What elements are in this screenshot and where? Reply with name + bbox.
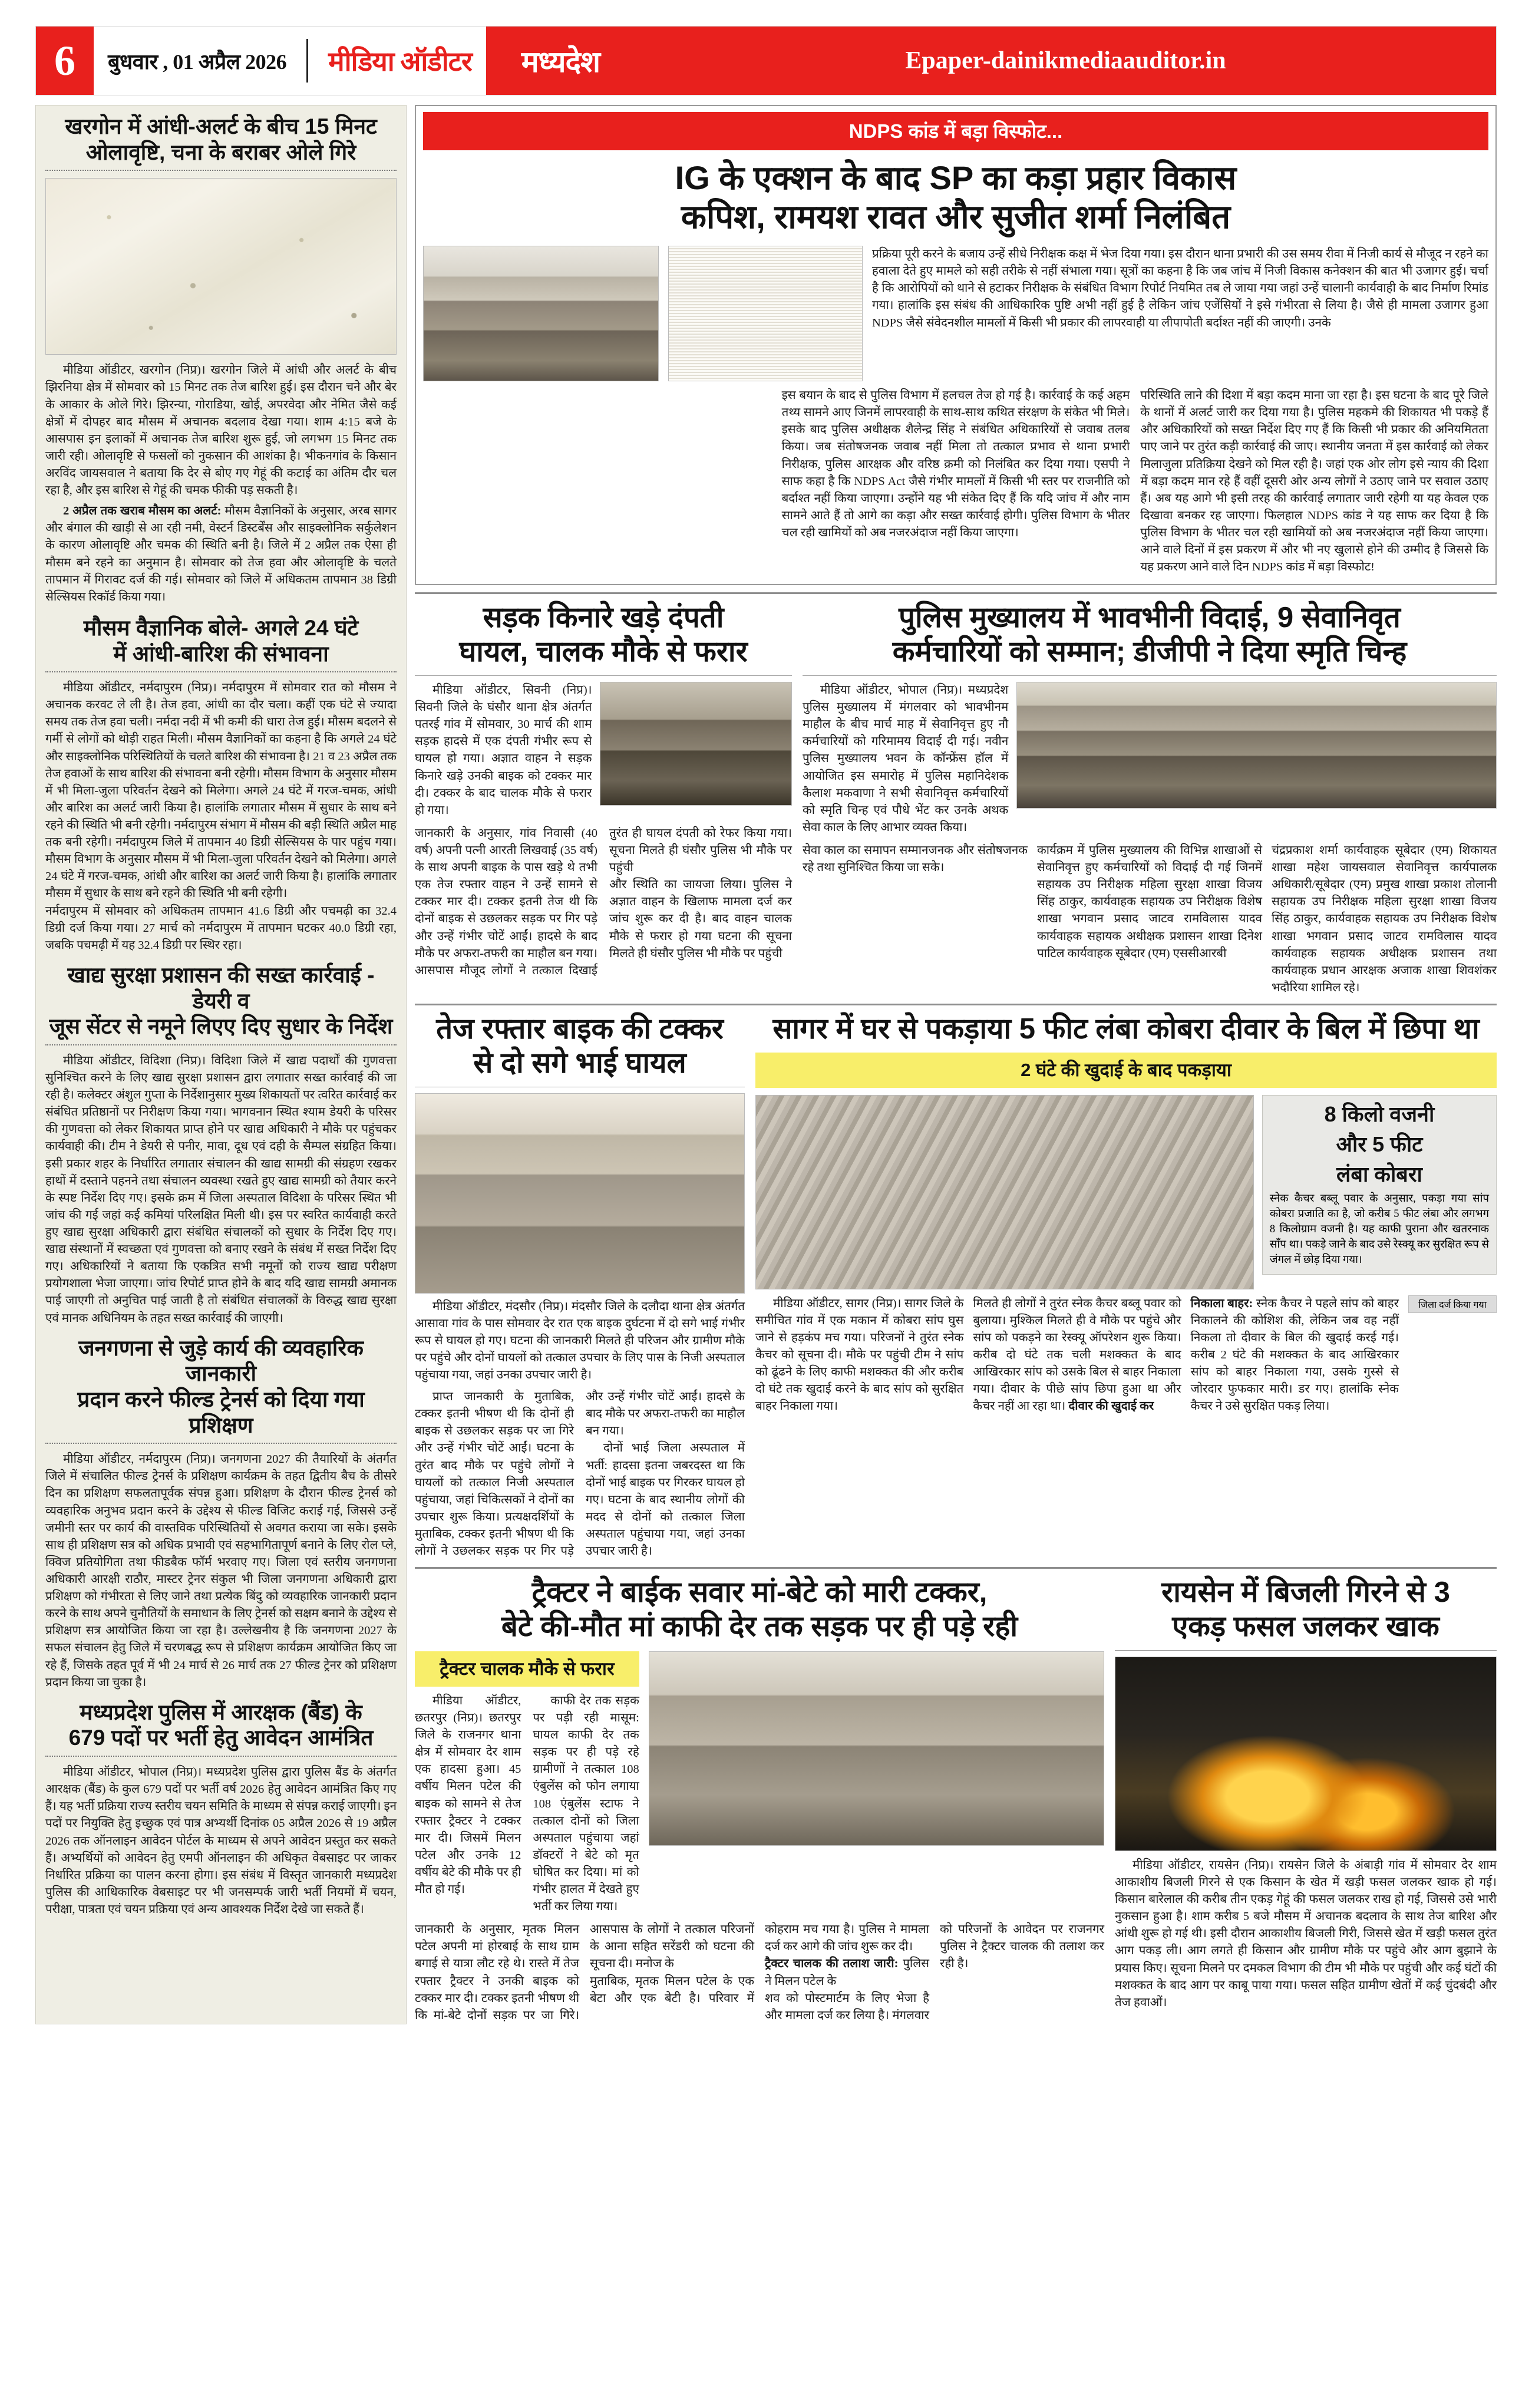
lead-story-col2: इस बयान के बाद से पुलिस विभाग में हलचल तेज हो गई है। कार्रवाई के कई अहम तथ्य सामने आए जिनमें लापरवाही के साथ-साथ कथित संरक्षण के संकेत भी मिले। इसके बाद पुलिस अधीक्षक शैलेन्द्र सिंह ने संबंधित अधिकारियों से जवाब तलब किया। जब संतोषजनक जवाब नहीं मिला तो तत्काल प्रभाव से थाना प्रभारी निरीक्षक, पुलिस आरक्षक और वरिष्ठ क्रमी को निलंबित कर दिया गया। एसपी ने साफ कहा है कि NDPS Act जैसे गंभीर मामलों में किसी भी स्तर पर राजनीति को बर्दाश्त नहीं किया जाएगा। उन्होंने यह भी संकेत दिए हैं कि यदि जांच में और नाम सामने आते हैं तो आगे का कड़ा और सख्त कार्रवाई होगी। पुलिस विभाग के भीतर चल रही खामियों को अब नजरअंदाज नहीं किया जाएगा। — [781, 389, 1130, 540]
left-story1-headline-line1: खरगोन में आंधी-अलर्ट के बीच 15 मिनट — [65, 114, 377, 138]
cobra-sidebar-headline-line2: और 5 फीट — [1336, 1132, 1423, 1156]
cobra-story-strap: 2 घंटे की खुदाई के बाद पकड़ाया — [755, 1053, 1497, 1088]
couple-story-col2: जानकारी के अनुसार, गांव निवासी (40 वर्ष) अपनी पत्नी आरती लिखवाई (35 वर्ष) के साथ अपनी बाइक के पास खड़े थे तभी एक तेज रफ्तार वाहन ने उन्हें सामने से टक्कर मार दी। टक्कर इतनी तेज थी कि दोनों बाइक से उछलकर सड़क पर गिर पड़े और उन्हें गंभीर चोटें आईं। हादसे के बाद मौके पर अफरा-तफरी का माहौल बन गया। आसपास मौजूद लोगों ने तत्काल दिखाई तुरंत ही घायल दंपती को रेफर किया गया। सूचना मिलते ही घंसौर पुलिस भी मौके पर पहुंची — [415, 826, 792, 977]
couple-story — [415, 601, 792, 997]
left-story1-para2-lead: 2 अप्रैल तक खराब मौसम का अलर्ट: — [63, 504, 222, 518]
couple-story-col3: और स्थिति का जायजा लिया। पुलिस ने अज्ञात वाहन के खिलाफ मामला दर्ज कर जांच शुरू कर दी है। बाद वाहन चालक मौके से फरार हो गया घटना की सूचना मिलते ही घंसौर पुलिस भी मौके पर पहुंची — [609, 878, 792, 960]
cobra-col3: स्नेक कैचर ने पहले सांप को बाहर निकालने की कोशिश की, लेकिन जब वह नहीं निकला तो दीवार के बिल की खुदाई करई गई। करीब 2 घंटे की मशक्कत के बाद आखिरकार सांप को बाहर निकाला गया, उसके गुस्से से जोरदार फुफकार मारी। डर गए। हालांकि स्नेक कैचर ने उसे सुरक्षित पकड़ लिया। — [1190, 1297, 1399, 1413]
divider — [415, 675, 792, 676]
police-hq-col2b: कार्यक्रम में पुलिस मुख्यालय की विभिन्न शाखाओं से सेवानिवृत्त हुए कर्मचारियों को विदाई दी गई जिनमें सहायक उप निरीक्षक महिला सुरक्षा शाखा विजय सिंह ठाकुर, कार्यवाहक सहायक उप निरीक्षक विशेष शाखा भगवान प्रसाद जाटव रामविलास यादव कार्यवाहक सहायक अधीक्षक प्रशासन शाखा दिनेश पाटिल कार्यवाहक सूबेदार (एम) एससीआरबी — [1037, 843, 1262, 960]
lead-story-col3: परिस्थिति लाने की दिशा में बड़ा कदम माना जा रहा है। इस घटना के बाद पूरे जिले के थानों में अलर्ट जारी कर दिया गया है। पुलिस महकमे की शिकायत भी पकड़े हैं और अधिकारियों को सख्त निर्देश दिए गए हैं कि किसी भी प्रकार की अनियमितता पाए जाने पर तुरंत कड़ी कार्रवाई की जाए। स्थानीय जनता में इस कार्रवाई को लेकर मिलाजुला प्रतिक्रिया देखने को मिल रही है। जहां एक ओर लोग इसे न्याय की दिशा में बड़ा कदम मान रहे हैं वहीं दूसरी ओर अन्य लोगों ने उठाए जाने पर सवाल उठाए हैं। अब यह आगे भी इसी तरह की कार्रवाई लगातार जारी रहेगी या यह केवल एक दिखावा बनकर रह जाएगा। फिलहाल NDPS कांड ने यह साफ कर दिया है कि पुलिस विभाग के भीतर चल रही खामियों को अब नजरअंदाज नहीं किया जाएगा। आने वाले दिनों में इस प्रकरण में और भी नए खुलासे होने की उम्मीद है जिससे कि यह प्रकरण आने वाले दिन NDPS कांड में बड़ा विस्फोट! — [1140, 389, 1489, 574]
divider — [1115, 1650, 1497, 1651]
lightning-headline-line1: रायसेन में बिजली गिरने से 3 — [1161, 1576, 1450, 1609]
left-story1-para1: मीडिया ऑडीटर, खरगोन (निप्र)। खरगोन जिले में आंधी और अलर्ट के बीच झिरनिया क्षेत्र में सोमवार को 15 मिनट तक तेज बारिश हुई। इस दौरान चने और बेर के आकार के ओले गिरे। झिरन्या, गोराडिया, खोई, अपरवेदा और नेमित जैसे कई क्षेत्रों में दोपहर बाद मौसम में अचानक बदलाव देखा गया। शाम 4:15 बजे के आसपास इन इलाकों में अचानक तेज बारिश शुरू हुई, जो लगभग 15 मिनट तक जारी रही। ओलावृष्टि से फसलों को नुकसान की आशंका है। भीकनगांव के किसान अरविंद जायसवाल ने बताया कि देर से बोए गए गेहूं की कटाई का अंतिम दौर चल रहा है, और इस बारिश से गेहूं की चमक फीकी पड़ सकती है। — [45, 364, 397, 497]
divider — [45, 671, 397, 672]
page-content — [35, 105, 1497, 2024]
cobra-story — [755, 1012, 1497, 1560]
lightning-caption: मीडिया ऑडीटर, रायसेन (निप्र)। रायसेन जिले के अंबाड़ी गांव में सोमवार देर शाम आकाशीय बिजली गिरने से एक किसान के खेत में खड़ी फसल जलकर खाक हो गई। किसान बारेलाल की करीब तीन एकड़ गेहूं की फसल जलकर राख हो गई, जिससे उसे भारी नुकसान हुआ है। शाम करीब 5 बजे मौसम में अचानक बदलाव के साथ तेज बारिश और आंधी शुरू हो गई थी। इसी दौरान आकाशीय बिजली गिरी, जिससे खेत में खड़ी फसल तुरंत आग पकड़ ली। आग लगते ही किसान और ग्रामीण मौके पर पहुंचे और आग बुझाने के प्रयास किए। सूचना मिलने पर दमकल विभाग की टीम भी मौके पर पहुंची और कई घंटों की मशक्कत के बाद आग पर काबू पाया गया। फसल सहित ग्रामीण खेतों में कई चुंदबंदी और तेज हवाओं। — [1115, 1858, 1497, 2009]
left-story2-para2: नर्मदापुरम में सोमवार को अधिकतम तापमान 41.6 डिग्री और पचमढ़ी का 32.4 डिग्री दर्ज किया गया। 27 मार्च को नर्मदापुरम में तापमान घटकर 40.0 डिग्री रहा, जबकि पचमढ़ी में यह 32.4 डिग्री पर स्थिर रहा। — [45, 904, 397, 952]
left-story3-headline-line2: जूस सेंटर से नमूने लिएए दिए सुधार के निर्देश — [49, 1014, 393, 1039]
masthead-date: बुधवार , 01 अप्रैल 2026 — [108, 50, 287, 74]
bike-story — [415, 1012, 745, 1560]
left-story2-para1: मीडिया ऑडीटर, नर्मदापुरम (निप्र)। नर्मदापुरम में सोमवार रात को मौसम ने अचानक करवट ले ली है। तेज हवा, आंधी का दौर चला। कहीं एक घंटे से ज्यादा समय तक तेज हवा चली। नर्मदा नदी में भी कमी की धारा तेज हुई। मौसम बदलने से गर्मी से लोगों को थोड़ी राहत मिली। मौसम वैज्ञानिकों का कहना है कि अगले 24 घंटे और साइक्लोनिक परिस्थितियों के चलते बारिश की संभावना है। 21 व 23 अप्रैल तक तेज हवाओं के साथ बारिश की संभावना बनी रहेगी। मौसम विभाग के अनुसार मौसम में भी मिला-जुला परिवर्तन देखने को मिलेगा। अगले 24 घंटे में गरज-चमक, आंधी और बारिश का अलर्ट जारी किया है। हालांकि लगातार मौसम में सुधार के साथ बने रहने की स्थिति भी बनी रहेगी। नर्मदापुरम संभाग में मौसम की बड़ी स्थिति अप्रैल माह तक बनी रहेगी। नर्मदापुरम जिले में तापमान 40 डिग्री सेल्सियस के पार पहुंच गया। मौसम विभाग के अनुसार मौसम में भी मिला-जुला परिवर्तन देखने को मिलेगा। अगले 24 घंटे में गरज-चमक, आंधी और बारिश का अलर्ट जारी किया है। हालांकि लगातार मौसम में सुधार के साथ बने रहने की स्थिति भी बनी रहेगी। — [45, 681, 397, 900]
left-column — [35, 105, 407, 2024]
divider — [45, 1443, 397, 1444]
office-photo — [423, 246, 659, 381]
cobra-sidebar-headline-line1: 8 किलो वजनी — [1324, 1101, 1435, 1126]
document-photo — [668, 246, 863, 381]
lead-story-strap: NDPS कांड में बड़ा विस्फोट... — [423, 112, 1488, 150]
cobra-col2: मिलते ही लोगों ने तुरंत स्नेक कैचर बब्लू पवार को बुलाया। मुश्किल मिलते ही वे मौके पर पहुंचे और सांप को पकड़ने का रेस्क्यू ऑपरेशन शुरू किया। करीब दो घंटे तक चली मशक्कत के बाद आखिरकार सांप को उसके बिल से बाहर निकाला गया। दीवार के पीछे सांप छिपा हुआ था और कैचर नहीं आ रहा था। — [973, 1297, 1181, 1413]
left-story1-para2: मौसम वैज्ञानिकों के अनुसार, अरब सागर और बंगाल की खाड़ी से आ रही नमी, वेस्टर्न डिस्टर्बेंस और साइक्लोनिक सर्कुलेशन के कारण ओलावृष्टि और चमक की स्थिति बनी है। जिले में 2 अप्रैल तक ऐसा ही मौसम बने रहने का अनुमान है। सोमवार को तेज हवा और ओलावृष्टि के चलते तापमान में गिरावट दर्ज की गई। सोमवार को जिले में अधिकतम तापमान 38 डिग्री सेल्सियस रिकॉर्ड किया गया। — [45, 504, 397, 603]
lead-story-document — [668, 246, 863, 381]
masthead-website[interactable]: Epaper-dainikmediaauditor.in — [905, 47, 1226, 74]
couple-story-headline-line1: सड़क किनारे खड़े दंपती — [483, 602, 724, 634]
divider — [415, 1567, 1497, 1569]
lead-story-headline-line2: कपिश, रामयश रावत और सुजीत शर्मा निलंबित — [681, 198, 1231, 236]
cobra-sidebar-headline-line3: लंबा कोबरा — [1336, 1162, 1422, 1187]
lead-story-box — [415, 105, 1497, 585]
left-story4-headline-line2: प्रदान करने फील्ड ट्रेनर्स को दिया गया प्रशिक्षण — [77, 1387, 365, 1437]
left-story2-headline-line1: मौसम वैज्ञानिक बोले- अगले 24 घंटे — [83, 615, 359, 640]
left-story5-body: मीडिया ऑडीटर, भोपाल (निप्र)। मध्यप्रदेश पुलिस द्वारा पुलिस बैंड के अंतर्गत आरक्षक (बैंड) के कुल 679 पदों पर भर्ती वर्ष 2026 हेतु आवेदन आमंत्रित किए गए हैं। यह भर्ती प्रक्रिया राज्य स्तरीय चयन समिति के माध्यम से संपन्न कराई जाएगी। इन पदों पर नियुक्ति हेतु इच्छुक एवं पात्र अभ्यर्थी दिनांक 05 अप्रैल 2026 से 19 अप्रैल 2026 तक ऑनलाइन आवेदन पोर्टल के माध्यम से अपने आवेदन प्रस्तुत कर सकते हैं। अभ्यर्थियों को आवेदन हेतु एमपी ऑनलाइन की अधिकृत वेबसाइट पर जाकर निर्धारित प्रक्रिया का पालन करना होगा। इस संबंध में विस्तृत जानकारी मध्यप्रदेश पुलिस की आधिकारिक वेबसाइट पर भी जनसम्पर्क जारी भर्ती नियमों में चयन, परीक्षा, पात्रता एवं चयन प्रक्रिया एवं अन्य आवश्यक निर्देश देखे जा सकते हैं। — [45, 1766, 397, 1916]
hail-photo — [45, 178, 397, 355]
lightning-headline-line2: एकड़ फसल जलकर खाक — [1172, 1611, 1439, 1643]
divider — [803, 675, 1497, 676]
lead-story-col0-cont — [423, 387, 771, 576]
divider — [45, 170, 397, 171]
left-story5-headline-line1: मध्यप्रदेश पुलिस में आरक्षक (बैंड) के — [80, 1700, 362, 1724]
cobra-story-headline: सागर में घर से पकड़ाया 5 फीट लंबा कोबरा दीवार के बिल में छिपा था — [772, 1012, 1480, 1045]
accident-scene-photo — [600, 682, 792, 806]
masthead — [35, 26, 1497, 95]
divider — [45, 1044, 397, 1045]
cobra-photo — [755, 1095, 1254, 1289]
lightning-story — [1115, 1576, 1497, 2024]
burning-field-photo — [1115, 1657, 1497, 1851]
injured-man-photo — [415, 1093, 745, 1294]
police-hq-col3: चंद्रप्रकाश शर्मा कार्यवाहक सूबेदार (एम) शिकायत शाखा महेश जायसवाल सेवानिवृत्त कार्यपालक अधिकारी/सूबेदार (एम) प्रमुख शाखा प्रकाश तोलानी सहायक उप निरीक्षक महिला सुरक्षा शाखा विजय सिंह ठाकुर, कार्यवाहक सहायक उप निरीक्षक विशेष शाखा भगवान प्रसाद जाटव रामविलास यादव कार्यवाहक सहायक अधीक्षक प्रशासन तथा कार्यवाहक प्रधान आरक्षक अजाक शाखा शिवशंकर भदौरिया शामिल रहे। — [1272, 843, 1497, 994]
left-story2-headline-line2: में आंधी-बारिश की संभावना — [113, 641, 329, 666]
cobra-col3-lead: निकाला बाहर: — [1190, 1297, 1253, 1310]
bike-story-body: प्राप्त जानकारी के मुताबिक, टक्कर इतनी भीषण थी कि दोनों ही बाइक से उछलकर सड़क पर जा गिरे और उन्हें गंभीर चोटें आईं। घटना के तुरंत बाद मौके पर पहुंचे लोगों ने घायलों को तत्काल निजी अस्पताल पहुंचाया, जहां चिकित्सकों ने दोनों का उपचार शुरू किया। प्रत्यक्षदर्शियों के मुताबिक, टक्कर इतनी भीषण थी कि लोगों ने उछलकर सड़क पर गिर पड़े और उन्हें गंभीर चोटें आईं। हादसे के बाद मौके पर अफरा-तफरी का माहौल बन गया। — [415, 1390, 745, 1558]
cobra-sidebar — [1262, 1095, 1497, 1275]
left-story3-body: मीडिया ऑडीटर, विदिशा (निप्र)। विदिशा जिले में खाद्य पदार्थों की गुणवत्ता सुनिश्चित करने के लिए खाद्य सुरक्षा प्रशासन द्वारा लगातार सख्त कार्रवाई की जा रही है। कलेक्टर अंशुल गुप्ता के निर्देशानुसार मुख्य शिकायतों पर त्वरित कार्रवाई कर संबंधित प्रतिष्ठानों पर निरीक्षण किया गया। भागवनान स्थित श्याम डेयरी के परिसर की गुणवत्ता को लेकर शिकायत प्राप्त होने पर खाद्य अधिकारी ने मौके पर पहुंचकर कार्यवाही की। टीम ने डेयरी से पनीर, मावा, दूध एवं दही के सैम्पल संग्रहित किया। इसी प्रकार शहर के निर्धारित लगातार संचालन की खाद्य सामग्री की संग्रहण रखकर हाथों में दस्ताने पहनने तथा संचालन व्यवस्था रखते हुए खाद्य सामग्री को तैयार करने के स्पष्ट निर्देश दिए गए। इसके क्रम में जिला अस्पताल विदिशा के परिसर स्थित भी जांच की गई जहां कई कमियां परिलक्षित मिली थी। इस पर स्वरित कार्यवाही करते हुए खाद्य सुरक्षा अधिकारी द्वारा संबंधित संचालकों को सुधार के निर्देश दिए गए। खाद्य संस्थानों में स्वच्छता एवं गुणवत्ता को बनाए रखने के संबंध में सख्त निर्देश दिए गए। अधिकारियों ने बताया कि एकत्रित सभी नमूनों को राज्य खाद्य परीक्षण प्रयोगशाला भेजा जाएगा। जांच रिपोर्ट प्राप्त होने के बाद यदि खाद्य सामग्री अमानक पाई जाएगी तो अनुचित पाई जाती है तो संबंधित संचालकों के विरुद्ध खाद्य सुरक्षा एवं मानक अधिनियम के तहत सख्त कार्रवाई की जाएगी। — [45, 1054, 397, 1325]
cobra-col1: मीडिया ऑडीटर, सागर (निप्र)। सागर जिले के समीचित गांव में एक मकान में कोबरा सांप घुस जाने से हड़कंप मच गया। परिजनों ने तुरंत स्नेक कैचर को सूचना दी। मौके पर पहुंची टीम ने सांप को ढूंढने के लिए काफी मशक्कत की और करीब दो घंटे तक खुदाई करने के बाद सांप को सुरक्षित बाहर निकाला गया। — [755, 1297, 964, 1413]
bike-story-body2: दोनों भाई जिला अस्पताल में भर्ती: हादसा इतना जबरदस्त था कि दोनों भाई बाइक पर गिरकर घायल हो गए। घटना के बाद स्थानीय लोगों की मदद से दोनों को तत्काल जिला अस्पताल पहुंचाया गया, जहां उनका उपचार जारी है। — [586, 1441, 745, 1558]
ambulance-photo — [649, 1651, 1104, 1846]
right-main-column — [415, 105, 1497, 2024]
lead-story-photos — [423, 246, 659, 381]
lead-story-col1: प्रक्रिया पूरी करने के बजाय उन्हें सीधे निरीक्षक कक्ष में भेज दिया गया। इस दौरान थाना प्रभारी की उस समय रीवा में निजी कार्य से मौजूद न रहने का हवाला देते हुए मामले को सही तरीके से नहीं संभाला गया। सूत्रों का कहना है कि जब जांच में निजी विकास कनेक्शन की बात भी उजागर हुई। चर्चा है कि आरोपियों को थाने से हटाकर निरीक्षक के संबंधित विभाग रिपोर्ट नियमित तब ले जाया गया जहां उन्हें चालानी कार्यवाही के बाद निर्माण रिमांड गया। हालांकि इस संबंध की आधिकारिक पुष्टि अभी नहीं हुई है लेकिन जांच एजेंसियों ने इसे गंभीरता से लिया है। जैसे ही मामला उजागर हुआ NDPS जैसे संवेदनशील मामलों में किसी भी प्रकार की लापरवाही या लीपापोती बर्दाश्त नहीं की जाएगी। उनके — [872, 248, 1488, 329]
divider — [415, 592, 1497, 594]
divider — [45, 1756, 397, 1757]
page-number: 6 — [36, 27, 94, 95]
tractor-col2: काफी देर तक सड़क पर पड़ी रही मासूम: घायल काफी देर तक सड़क पर ही पड़े रहे ग्रामीणों ने तत्काल 108 एंबुलेंस को फोन लगाया 108 एंबुलेंस स्टाफ ने तत्काल दोनों को जिला अस्पताल पहुंचाया जहां डॉक्टरों ने बेटे को मृत घोषित कर दिया। मां को गंभीर हालत में देखते हुए भर्ती कर लिया गया। — [533, 1694, 639, 1914]
bike-story-caption: मीडिया ऑडीटर, मंदसौर (निप्र)। मंदसौर जिले के दलौदा थाना क्षेत्र अंतर्गत आसावा गांव के पास सोमवार देर रात एक बाइक दुर्घटना में दो सगे भाई गंभीर रूप से घायल हो गए। घटना की जानकारी मिलते ही परिजन और ग्रामीण मौके पर पहुंचे और दोनों घायलों को तत्काल उपचार के लिए पास के निजी अस्पताल पहुंचाया गया, जहां उनका उपचार जारी है। — [415, 1299, 745, 1382]
masthead-brand: मीडिया ऑडीटर — [328, 47, 472, 77]
police-hq-col1: मीडिया ऑडीटर, भोपाल (निप्र)। मध्यप्रदेश पुलिस मुख्यालय में मंगलवार को भावभीनम माहौल के बीच मार्च माह में सेवानिवृत्त हुए नौ कर्मचारियों को गरिमामय विदाई दी गई। नवीन पुलिस मुख्यालय भवन के कॉन्फ्रेंस हॉल में आयोजित इस समारोह में पुलिस महानिदेशक कैलाश मकवाणा ने सभी सेवानिवृत्त कर्मचारियों को स्मृति चिन्ह एवं पौधे भेंट कर उनके अथक सेवा काल के लिए आभार व्यक्त किया। — [803, 683, 1009, 834]
left-story3-headline-line1: खाद्य सुरक्षा प्रशासन की सख्त कार्रवाई - डेयरी व — [67, 962, 375, 1013]
left-story5-headline-line2: 679 पदों पर भर्ती हेतु आवेदन आमंत्रित — [68, 1726, 374, 1750]
police-hq-col2: सेवा काल का समापन सम्मानजनक और संतोषजनक रहे तथा सुनिश्चित किया जा सके। — [803, 843, 1028, 875]
row-three — [415, 1012, 1497, 1560]
cobra-mini-band: जिला दर्ज किया गया — [1408, 1295, 1497, 1313]
tractor-col1: मीडिया ऑडीटर, छतरपुर (निप्र)। छतरपुर जिले के राजनगर थाना क्षेत्र में सोमवार देर शाम एक हादसा हुआ। 45 वर्षीय मिलन पटेल की बाइक को सामने से तेज रफ्तार ट्रैक्टर ने टक्कर मार दी। जिसमें मिलन पटेल और उनके 12 वर्षीय बेटे की मौके पर ही मौत हो गई। — [415, 1694, 521, 1896]
tractor-headline-line2: बेटे की-मौत मां काफी देर तक सड़क पर ही पड़े रही — [501, 1611, 1018, 1643]
tractor-story — [415, 1576, 1104, 2024]
row-four — [415, 1576, 1497, 2024]
police-hq-headline-line2: कर्मचारियों को सम्मान; डीजीपी ने दिया स्मृति चिन्ह — [892, 636, 1407, 668]
couple-story-col1: मीडिया ऑडीटर, सिवनी (निप्र)। सिवनी जिले के घंसौर थाना क्षेत्र अंतर्गत पतरई गांव में सोमवार, 30 मार्च की शाम सड़क हादसे में एक दंपती गंभीर रूप से घायल हो गया। अज्ञात वाहन ने सड़क किनारे खड़े उनकी बाइक को टक्कर मार दी। टक्कर के बाद चालक मौके से फरार हो गया। — [415, 683, 592, 817]
masthead-white-block — [94, 27, 486, 95]
tractor-col1b: जानकारी के अनुसार, मृतक मिलन पटेल अपनी मां होरबाई के साथ ग्राम बगाई से यात्रा लौट रहे थे। रास्ते में तेज रफ्तार ट्रैक्टर ने उनकी बाइक को टक्कर मार दी। टक्कर इतनी भीषण थी कि मां-बेटे दोनों सड़क पर जा गिरे। आसपास के लोगों ने तत्काल परिजनों के आना सहित सरेंडरी को घटना की सूचना दी। मनोज के — [415, 1923, 754, 2022]
tractor-strap: ट्रैक्टर चालक मौके से फरार — [415, 1651, 639, 1687]
cobra-sidebar-body: स्नेक कैचर बब्लू पवार के अनुसार, पकड़ा गया सांप कोबरा प्रजाति का है, जो करीब 5 फीट लंबा और लगभग 8 किलोग्राम वजनी है। यह काफी पुराना और खतरनाक साँप था। पकड़े जाने के बाद उसे रेस्क्यू कर सुरक्षित रूप से जंगल में छोड़ दिया गया। — [1269, 1193, 1489, 1266]
police-hq-story — [803, 601, 1497, 997]
tractor-col2c-lead: ट्रैक्टर चालक की तलाश जारी: — [765, 1957, 899, 1971]
cobra-col2-lead: दीवार की खुदाई कर — [1068, 1400, 1154, 1413]
left-story4-headline-line1: जनगणना से जुड़े कार्य की व्यवहारिक जानकारी — [78, 1335, 364, 1386]
masthead-region: मध्यदेश — [521, 45, 600, 78]
bike-story-headline-line2: से दो सगे भाई घायल — [473, 1047, 686, 1079]
row-two — [415, 601, 1497, 997]
tractor-col3: शव को पोस्टमार्टम के लिए भेजा है और मामला दर्ज कर लिया है। मंगलवार को परिजनों के आवेदन पर राजनगर पुलिस ने ट्रैक्टर चालक की तलाश कर रही है। — [765, 1923, 1104, 2022]
police-hq-headline-line1: पुलिस मुख्यालय में भावभीनी विदाई, 9 सेवानिवृत — [899, 602, 1401, 634]
divider — [415, 1004, 1497, 1005]
tractor-col2b: मुताबिक, मृतक मिलन पटेल के एक बेटा और एक बेटी है। परिवार में कोहराम मच गया है। पुलिस ने मामला दर्ज कर आगे की जांच शुरू कर दी। — [590, 1923, 929, 2005]
left-story1-headline-line2: ओलावृष्टि, चना के बराबर ओले गिरे — [85, 140, 356, 164]
left-story4-body: मीडिया ऑडीटर, नर्मदापुरम (निप्र)। जनगणना 2027 की तैयारियों के अंतर्गत जिले में संचालित फील्ड ट्रेनर्स के प्रशिक्षण कार्यक्रम के तहत द्वितीय बैच के तीसरे दिन का प्रशिक्षण सफलतापूर्वक संपन्न हुआ। प्रशिक्षण के दौरान फील्ड ट्रेनर्स को व्यवहारिक अनुभव प्रदान करने के उद्देश्य से फील्ड विजिट कराई गई, जिससे उन्हें जमीनी स्तर पर कार्य की वास्तविक परिस्थितियों से अवगत कराया जा सके। इसके साथ ही प्रशिक्षण सत्र को अधिक प्रभावी एवं सहभागितापूर्ण बनाने के लिए रोल प्ले, क्विज प्रतियोगिता तथा फीडबैक फॉर्म भरवाए गए। जिला एवं स्तरीय जनगणना अधिकारी आरक्षी राठौर, मास्टर ट्रेनर संकुल भी जिला जनगणना अधिकारी द्वारा प्रशिक्षण को गंभीरता से लिए जाने तथा प्रत्येक बिंदु को व्यवहारिक जानकारी प्रदान करने के साथ अपने चुनौतियों के समाधान के लिए ट्रेनर्स को सक्षम बनाने के उद्देश्य से प्रशिक्षण सत्र आयोजित किया जा रहा है। उल्लेखनीय है कि जनगणना 2027 के सफल संचालन हेतु जिले में चरणबद्ध रूप से प्रशिक्षण कार्यक्रम आयोजित किए जा रहे हैं, जिसके तहत पूर्व में भी 24 मार्च से 26 मार्च तक 27 फील्ड ट्रेनर को प्रशिक्षण प्रदान किया जा चुका है। — [45, 1453, 397, 1689]
couple-story-headline-line2: घायल, चालक मौके से फरार — [459, 636, 748, 668]
lead-story-headline-line1: IG के एक्शन के बाद SP का कड़ा प्रहार विकास — [675, 159, 1237, 196]
bike-story-headline-line1: तेज रफ्तार बाइक की टक्कर — [436, 1012, 724, 1045]
tractor-headline-line1: ट्रैक्टर ने बाईक सवार मां-बेटे को मारी टक्कर, — [531, 1576, 988, 1609]
police-hq-photo — [1016, 682, 1497, 809]
tractor-col2c: पुलिस ने मिलन पटेल के — [765, 1957, 929, 1988]
